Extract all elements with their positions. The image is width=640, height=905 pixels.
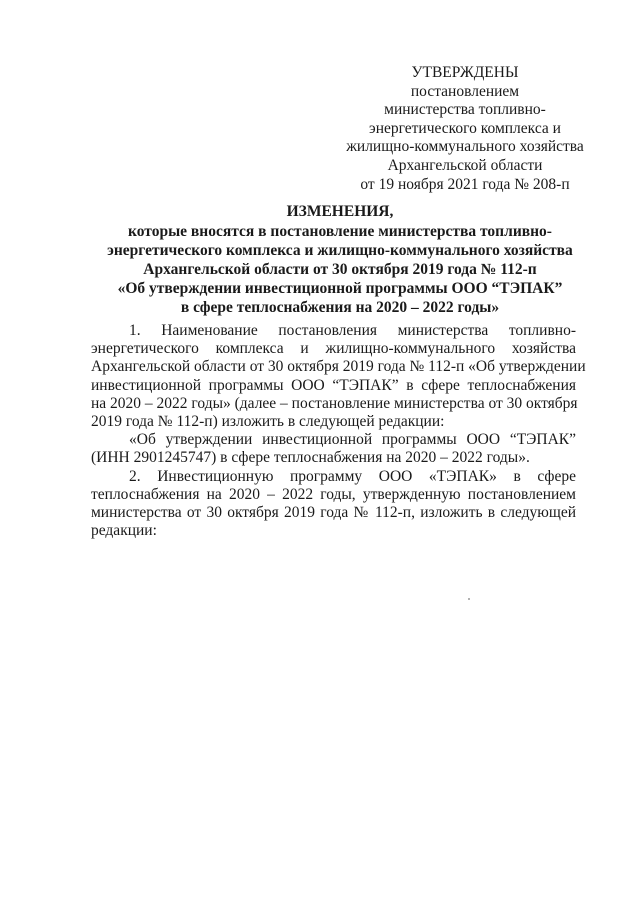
title-line: энергетического комплекса и жилищно-коммунального хозяйства — [107, 242, 573, 259]
approval-line: Архангельской области — [387, 156, 543, 174]
paragraph-1-line: 2019 года № 112-п) изложить в следующей редакции: — [91, 412, 445, 430]
approval-line: энергетического комплекса и — [369, 119, 561, 137]
approval-line: жилищно-коммунального хозяйства — [346, 138, 584, 156]
title-line: Архангельской области от 30 октября 2019 года № 112-п — [143, 261, 537, 278]
document-title — [90, 202, 590, 317]
title-line: «Об утверждении инвестиционной программы ООО “ТЭПАК” — [117, 280, 563, 297]
quote-line: «Об утверждении инвестиционной программы ООО “ТЭПАК” — [129, 431, 576, 449]
paragraph-2-line: редакции: — [91, 522, 157, 540]
paragraph-2-line: министерства от 30 октября 2019 года № 112-п, изложить в следующей — [91, 503, 576, 521]
title-line: которые вносятся в постановление министерства топливно- — [128, 223, 552, 240]
title-line: в сфере теплоснабжения на 2020 – 2022 годы» — [180, 299, 500, 316]
paragraph-2-line: 2. Инвестиционную программу ООО «ТЭПАК» в сфере — [129, 467, 576, 485]
quote-line: (ИНН 2901245747) в сфере теплоснабжения на 2020 – 2022 годы». — [91, 449, 530, 467]
document-body — [91, 322, 586, 540]
approval-line: министерства топливно- — [384, 101, 546, 119]
scan-speck — [468, 598, 470, 600]
approval-line: постановлением — [410, 82, 520, 100]
title-heading: ИЗМЕНЕНИЯ, — [286, 203, 394, 220]
paragraph-1-line: инвестиционной программы ООО “ТЭПАК” в сфере теплоснабжения — [91, 376, 576, 394]
paragraph-1-line: энергетического комплекса и жилищно-коммунального хозяйства — [91, 340, 576, 358]
paragraph-1-line: Архангельской области от 30 октября 2019 года № 112-п «Об утверждении — [91, 358, 586, 376]
approval-line: от 19 ноября 2021 года № 208-п — [360, 175, 570, 193]
paragraph-2-line: теплоснабжения на 2020 – 2022 годы, утвержденную постановлением — [91, 485, 576, 503]
approval-stamp — [330, 64, 600, 194]
approval-line: УТВЕРЖДЕНЫ — [411, 64, 519, 81]
paragraph-1-line: 1. Наименование постановления министерства топливно- — [129, 322, 576, 339]
paragraph-1-line: на 2020 – 2022 годы» (далее – постановление министерства от 30 октября — [91, 394, 578, 412]
